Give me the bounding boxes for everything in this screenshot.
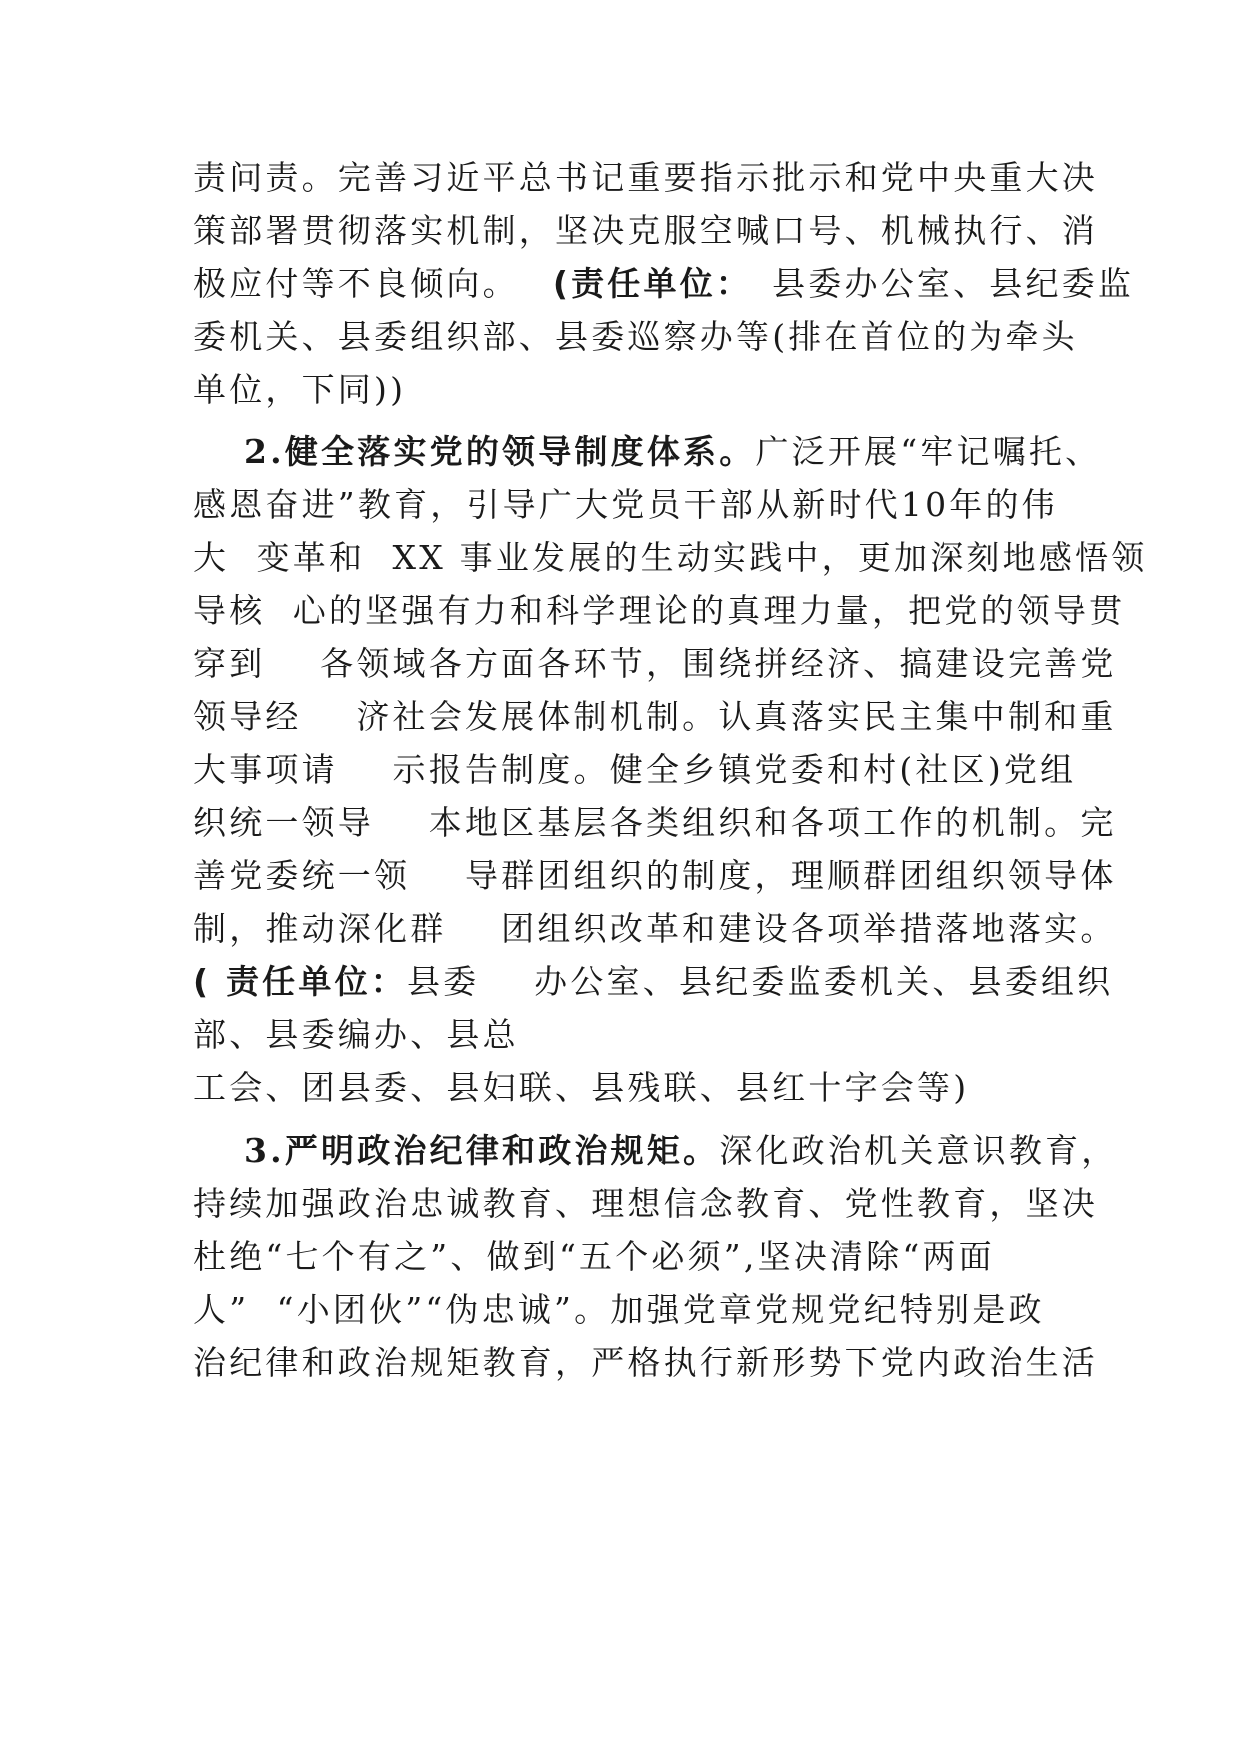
paragraph-3-line-1-text: 深化政治机关意识教育，: [719, 1131, 1118, 1170]
responsibility-label-2: ( 责任单位：: [193, 962, 407, 1001]
paragraph-1-line-5: 单位，下同)): [193, 370, 407, 409]
paragraph-2-line-13: 工会、团县委、县妇联、县残联、县红十字会等): [193, 1068, 970, 1107]
paragraph-2-line-2: 感恩奋进”教育，引导广大党员干部从新时代10年的伟: [193, 485, 1058, 524]
paragraph-1-line-4: 委机关、县委组织部、县委巡察办等(排在首位的为牵头: [193, 317, 1078, 356]
section-3-heading: 3.严明政治纪律和政治规矩。: [244, 1131, 720, 1170]
paragraph-3-line-4: 人” “小团伙”“伪忠诚”。加强党章党规党纪特别是政: [193, 1290, 1045, 1329]
responsibility-label-1: (责任单位：: [552, 264, 753, 303]
paragraph-1-line-2: 策部署贯彻落实机制，坚决克服空喊口号、机械执行、消: [193, 211, 1098, 250]
paragraph-2-line-10: 制，推动深化群 团组织改革和建设各项举措落地落实。: [193, 909, 1117, 948]
paragraph-2-line-9: 善党委统一领 导群团组织的制度，理顺群团组织领导体: [193, 856, 1117, 895]
paragraph-2-line-5: 穿到 各领域各方面各环节，围绕拼经济、搞建设完善党: [193, 644, 1117, 683]
paragraph-3-line-1: [244, 1131, 1118, 1171]
paragraph-3-line-5: 治纪律和政治规矩教育，严格执行新形势下党内政治生活: [193, 1343, 1098, 1382]
paragraph-2-line-1: [244, 432, 1102, 472]
responsibility-units-2: 县委 办公室、县纪委监委机关、县委组织: [406, 962, 1114, 1001]
paragraph-1-line-3: [193, 264, 1135, 304]
paragraph-1-line-1: 责问责。完善习近平总书记重要指示批示和党中央重大决: [193, 158, 1098, 197]
paragraph-2-line-6: 领导经 济社会发展体制机制。认真落实民主集中制和重: [193, 697, 1117, 736]
section-2-heading: 2.健全落实党的领导制度体系。: [244, 432, 756, 471]
paragraph-3-line-3: 杜绝“七个有之”、做到“五个必须”,坚决清除“两面: [193, 1237, 995, 1276]
responsibility-units-1: 县委办公室、县纪委监: [772, 264, 1135, 303]
paragraph-2-line-3: 大 变革和 XX 事业发展的生动实践中，更加深刻地感悟领: [193, 538, 1148, 577]
paragraph-2-line-4: 导核 心的坚强有力和科学理论的真理力量，把党的领导贯: [193, 591, 1126, 630]
paragraph-2-line-1-text: 广泛开展“牢记嘱托、: [755, 432, 1102, 471]
paragraph-3-line-2: 持续加强政治忠诚教育、理想信念教育、党性教育，坚决: [193, 1184, 1098, 1223]
paragraph-2-line-8: 织统一领导 本地区基层各类组织和各项工作的机制。完: [193, 803, 1117, 842]
paragraph-2-line-11: [193, 962, 1114, 1002]
paragraph-2-line-7: 大事项请 示报告制度。健全乡镇党委和村(社区)党组: [193, 750, 1077, 789]
paragraph-2-line-12: 部、县委编办、县总: [193, 1015, 519, 1054]
paragraph-1-line-3-text: 极应付等不良倾向。: [193, 264, 519, 303]
